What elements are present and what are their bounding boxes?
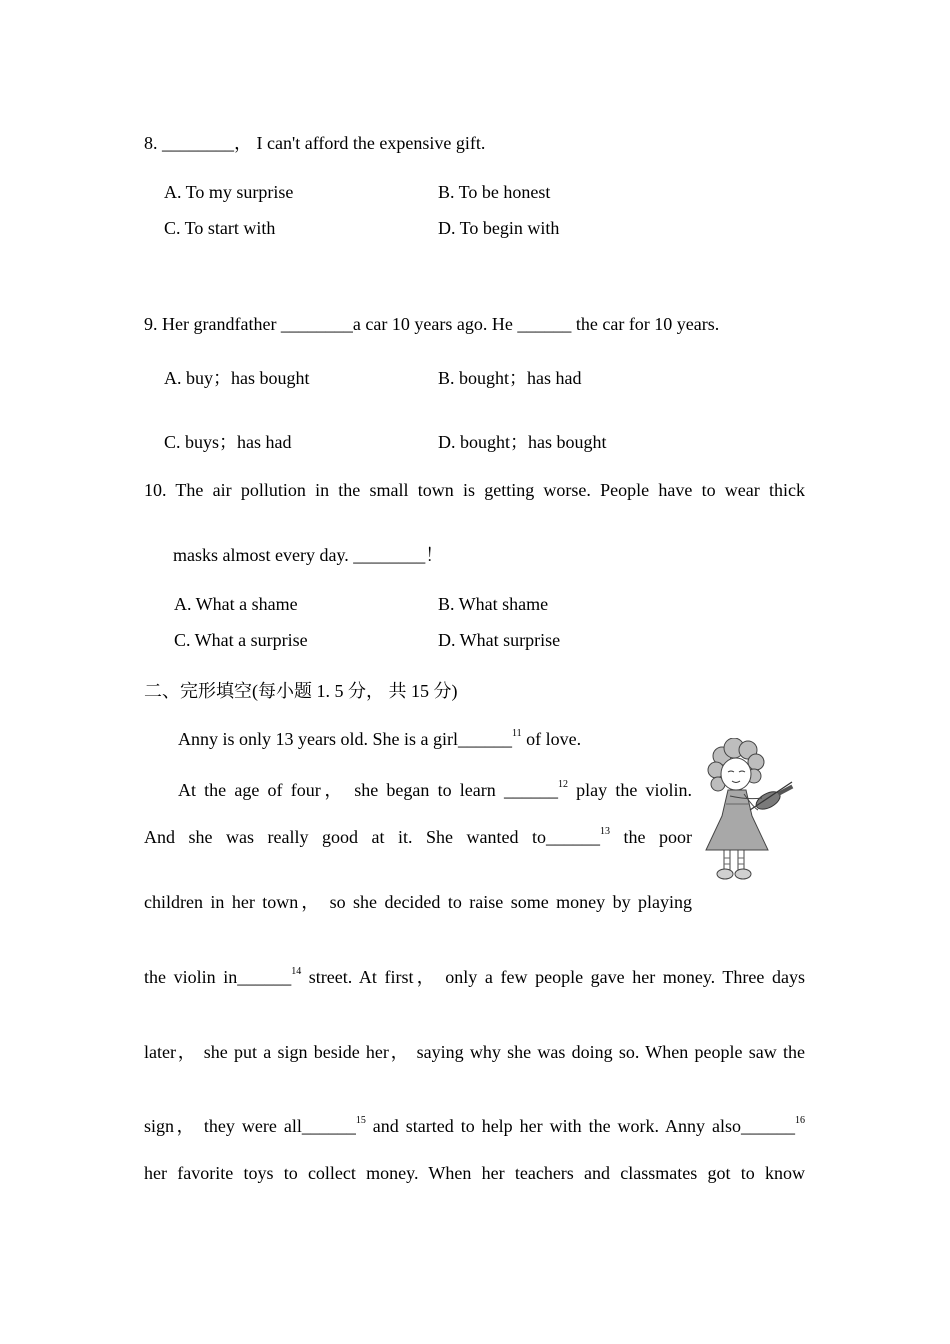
question-8-option-d[interactable]: D. To begin with bbox=[438, 218, 560, 238]
question-8-option-b[interactable]: B. To be honest bbox=[438, 182, 551, 202]
question-10-option-a[interactable]: A. What a shame bbox=[174, 594, 298, 614]
question-10-stem-line1: 10. The air pollution in the small town is getting worse. People have to wear thick bbox=[144, 480, 805, 500]
question-8-option-c[interactable]: C. To start with bbox=[164, 218, 276, 238]
question-8-stem: 8. ________， I can't afford the expensive gift. bbox=[144, 133, 486, 153]
question-10-option-d[interactable]: D. What surprise bbox=[438, 630, 561, 650]
passage-line-4: children in her town， so she decided to raise some money by playing bbox=[144, 892, 692, 912]
question-9-option-a[interactable]: A. buy；has bought bbox=[164, 368, 310, 388]
section-2-heading: 二、完形填空(每小题 1. 5 分， 共 15 分) bbox=[144, 681, 458, 701]
question-10-option-c[interactable]: C. What a surprise bbox=[174, 630, 308, 650]
question-9-option-d[interactable]: D. bought；has bought bbox=[438, 432, 607, 452]
blank-number-11: 11 bbox=[511, 728, 522, 739]
blank-number-14: 14 bbox=[291, 966, 302, 977]
blank-number-15: 15 bbox=[355, 1115, 366, 1126]
passage-line-7: sign， they were all______$^{15}$ and started to help her with the work. Anny also______$^{16}$ bbox=[144, 1115, 805, 1136]
blank-number-13: 13 bbox=[600, 826, 610, 837]
passage-line-1: Anny is only 13 years old. She is a girl______$^{11}$ of love. bbox=[178, 728, 582, 749]
blank-number-16: 16 bbox=[795, 1115, 805, 1126]
passage-line-8: her favorite toys to collect money. When her teachers and classmates got to know bbox=[144, 1163, 805, 1183]
question-10-option-b[interactable]: B. What shame bbox=[438, 594, 549, 614]
question-9-stem: 9. Her grandfather ________a car 10 years ago. He ______ the car for 10 years. bbox=[144, 314, 720, 334]
passage-line-3: And she was really good at it. She wanted to______$^{13}$ the poor bbox=[144, 826, 692, 847]
girl-violin-illustration bbox=[700, 738, 800, 888]
passage-line-5: the violin in______$^{14}$ street. At first， only a few people gave her money. Three days bbox=[144, 966, 805, 987]
question-8-option-a[interactable]: A. To my surprise bbox=[164, 182, 294, 202]
passage-line-2: At the age of four， she began to learn ______$^{12}$ play the violin. bbox=[178, 779, 692, 800]
question-10-stem-line2: masks almost every day. ________！ bbox=[173, 545, 444, 565]
question-9-option-c[interactable]: C. buys；has had bbox=[164, 432, 292, 452]
question-9-option-b[interactable]: B. bought；has had bbox=[438, 368, 582, 388]
blank-number-12: 12 bbox=[557, 779, 568, 790]
passage-line-6: later， she put a sign beside her， saying why she was doing so. When people saw the bbox=[144, 1042, 805, 1062]
